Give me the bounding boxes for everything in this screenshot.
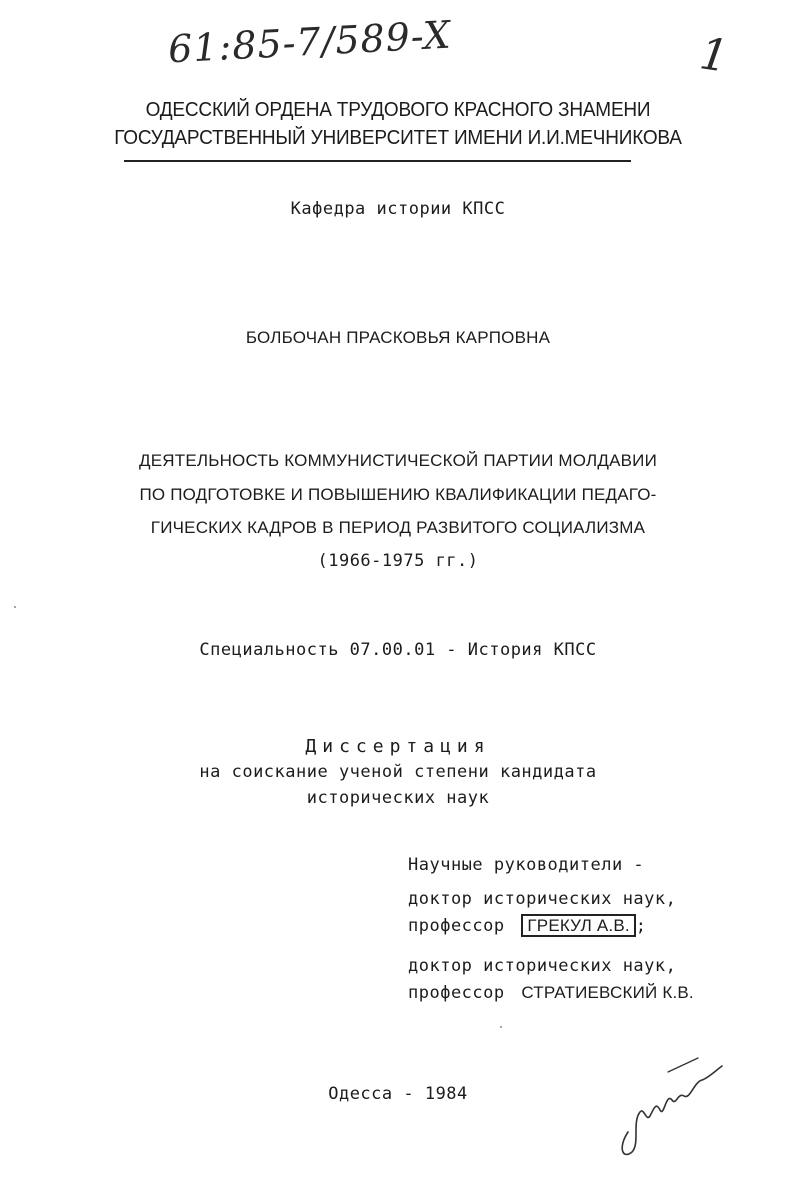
dissertation-degree: на соискание ученой степени кандидата: [199, 762, 597, 782]
supervisor-2-line: [408, 983, 768, 1003]
supervisors-block: [408, 855, 768, 1003]
scan-speck: [500, 1026, 502, 1028]
supervisor-1-rank: профессор: [408, 916, 505, 936]
header-rule: [124, 160, 631, 162]
supervisor-1-line: [408, 916, 768, 956]
department: Кафедра истории КПСС: [290, 199, 506, 219]
supervisor-1-degree: доктор исторических наук,: [408, 889, 677, 909]
archive-shelfmark: 61:85-7/589-X: [167, 12, 453, 72]
supervisors-heading: Научные руководители -: [408, 855, 645, 875]
supervisor-1-suffix: ;: [635, 916, 647, 936]
supervisor-1-name: ГРЕКУЛ А.В.: [521, 914, 635, 937]
author-name: БОЛБОЧАН ПРАСКОВЬЯ КАРПОВНА: [245, 328, 551, 347]
supervisor-2-degree: доктор исторических наук,: [408, 956, 677, 976]
institution-line-1: ОДЕССКИЙ ОРДЕНА ТРУДОВОГО КРАСНОГО ЗНАМЕНИ: [145, 99, 651, 122]
supervisor-2-name: СТРАТИЕВСКИЙ К.В.: [521, 983, 694, 1002]
supervisor-2-rank: профессор: [408, 983, 505, 1003]
page-number: 1: [696, 28, 732, 83]
signature-mark: [610, 1052, 730, 1162]
specialty: Специальность 07.00.01 - История КПСС: [199, 640, 597, 660]
thesis-years: (1966-1975 гг.): [317, 551, 479, 571]
thesis-title-line-2: ПО ПОДГОТОВКЕ И ПОВЫШЕНИЮ КВАЛИФИКАЦИИ ПЕДАГО-: [139, 485, 657, 504]
thesis-title-line-3: ГИЧЕСКИХ КАДРОВ В ПЕРИОД РАЗВИТОГО СОЦИАЛИЗМА: [150, 518, 646, 537]
dissertation-field: исторических наук: [306, 788, 490, 808]
place-year: Одесса - 1984: [328, 1084, 468, 1104]
institution-line-2: ГОСУДАРСТВЕННЫЙ УНИВЕРСИТЕТ ИМЕНИ И.И.МЕЧНИКОВА: [114, 127, 682, 150]
scan-speck: [14, 606, 16, 608]
thesis-title-line-1: ДЕЯТЕЛЬНОСТЬ КОММУНИСТИЧЕСКОЙ ПАРТИИ МОЛДАВИИ: [139, 451, 657, 470]
dissertation-heading: Диссертация: [305, 736, 491, 757]
